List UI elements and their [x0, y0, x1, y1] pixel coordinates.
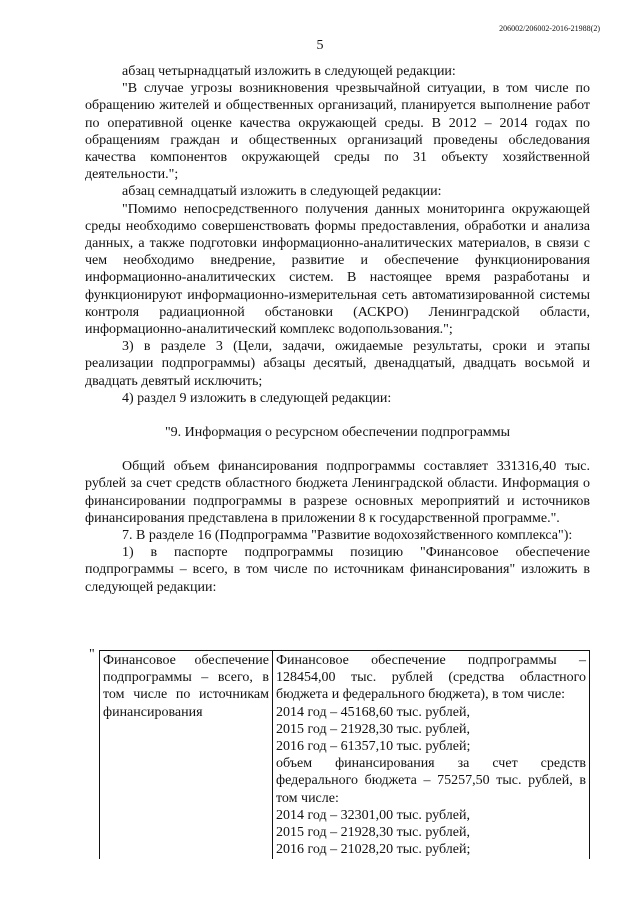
paragraph-section-3: 3) в разделе 3 (Цели, задачи, ожидаемые результаты, сроки и этапы реализации подпрограммы) абзацы десятый, двенадцатый, двадцать восьмой и двадцать девятый исключить;	[85, 339, 590, 389]
paragraph-section-16: 7. В разделе 16 (Подпрограмма "Развитие водохозяйственного комплекса"):	[122, 528, 573, 544]
paragraph-quote-monitoring: "Помимо непосредственного получения данных мониторинга окружающей среды необходимо совершенствовать формы предоставления, обработки и анализа данных, а также подготовки информационно-аналитических материалов, в связи с чем необходимо внедрение, развитие и обеспечение функционирования информационно-аналитических систем. В настоящее время разработаны и функционируют информационно-измерительная сеть автоматизированной системы контроля радиационной обстановки (АСКРО) Ленинградской области, информационно-аналитический комплекс водопользования.";	[85, 201, 590, 338]
paragraph-section-9: 4) раздел 9 изложить в следующей редакции:	[122, 390, 392, 406]
table-cell-label	[100, 651, 273, 860]
cell-value-line: 2014 год – 45168,60 тыс. рублей,	[276, 704, 470, 720]
paragraph-edit-17: абзац семнадцатый изложить в следующей редакции:	[122, 184, 442, 200]
section-heading: "9. Информация о ресурсном обеспечении подпрограммы	[164, 425, 511, 441]
paragraph-passport: 1) в паспорте подпрограммы позицию "Финансовое обеспечение подпрограммы – всего, в том числе по источникам финансирования" изложить в следующей редакции:	[85, 545, 590, 595]
document-id: 206002/206002-2016-21988(2)	[499, 24, 600, 33]
page-number: 5	[316, 38, 324, 53]
document-body	[85, 63, 590, 596]
cell-value-line: 2015 год – 21928,30 тыс. рублей,	[276, 721, 470, 737]
opening-quote-mark: "	[89, 647, 95, 662]
cell-value-line: объем финансирования за счет средств федерального бюджета – 75257,50 тыс. рублей, в том числе:	[276, 756, 586, 806]
cell-value-line: 2016 год – 21028,20 тыс. рублей;	[276, 842, 471, 858]
cell-label-text: Финансовое обеспечение подпрограммы – всего, в том числе по источникам финансирования	[103, 653, 269, 720]
table-row	[100, 651, 590, 860]
paragraph-total-financing: Общий объем финансирования подпрограммы составляет 331316,40 тыс. рублей за счет средств областного бюджета Ленинградской области. Информация о финансировании подпрограммы в разрезе основных мероприятий и источников финансирования представлена в приложении 8 к государственной программе.".	[85, 459, 590, 526]
financing-table	[99, 650, 590, 859]
cell-value-line: Финансовое обеспечение подпрограммы – 128454,00 тыс. рублей (средства областного бюджета и федерального бюджета), в том числе:	[276, 653, 586, 703]
table-cell-values	[273, 651, 590, 860]
cell-value-line: 2016 год – 61357,10 тыс. рублей;	[276, 739, 471, 755]
cell-value-line: 2014 год – 32301,00 тыс. рублей,	[276, 807, 470, 823]
cell-value-line: 2015 год – 21928,30 тыс. рублей,	[276, 825, 470, 841]
paragraph-quote-emergency: "В случае угрозы возникновения чрезвычайной ситуации, в том числе по обращению жителей и общественных организаций, планируется выполнение работ по оперативной оценке качества окружающей среды. В 2012 – 2014 годах по обращениям граждан и общественных организаций проведены обследования качества компонентов окружающей среды по 31 объекту хозяйственной деятельности.";	[85, 81, 590, 183]
paragraph-edit-14: абзац четырнадцатый изложить в следующей редакции:	[122, 64, 456, 79]
